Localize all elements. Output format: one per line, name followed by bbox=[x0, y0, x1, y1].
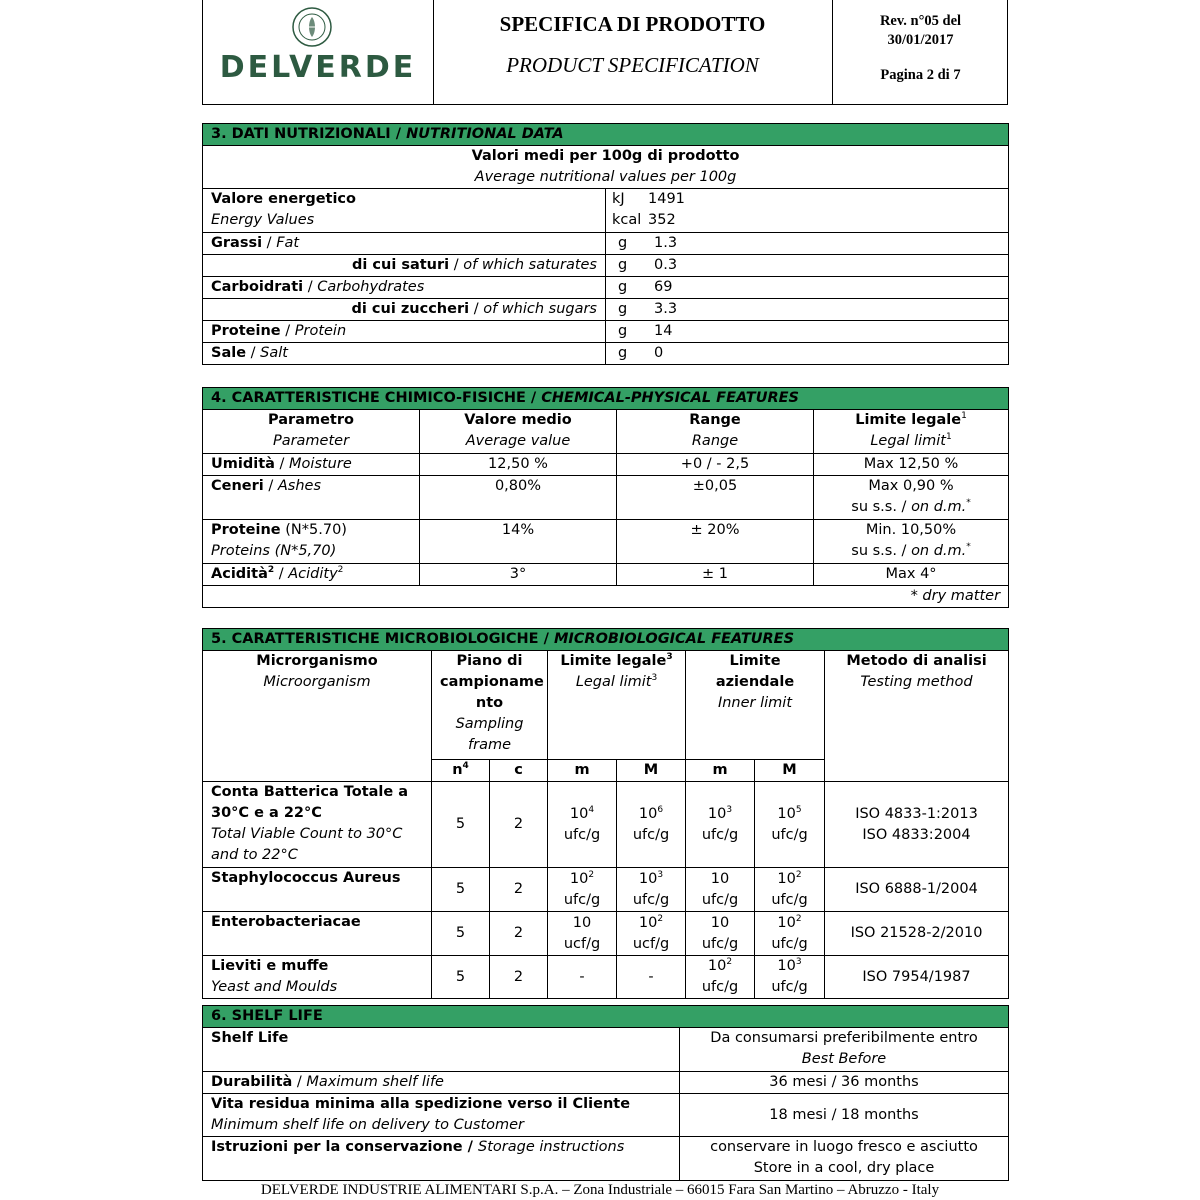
nutrition-row-sugars: di cui zuccheri / of which sugars g 3.3 bbox=[203, 299, 1009, 321]
shelf-row-durability: Durabilità / Maximum shelf life 36 mesi / 36 months bbox=[203, 1072, 1009, 1094]
page-footer: DELVERDE INDUSTRIE ALIMENTARI S.p.A. – Zona Industriale – 66015 Fara San Martino – Abruzzo - Italy bbox=[260, 1182, 940, 1198]
micro-subheader-row: $n^4$ c m M m M bbox=[203, 760, 1009, 782]
shelf-row-storage: Istruzioni per la conservazione / Storage instructions conservare in luogo fresco e asciutto Store in a cool, dry place bbox=[203, 1137, 1009, 1181]
energy-values: kJ 1491 kcal 352 bbox=[606, 189, 1009, 233]
nutrition-row-carbohydrates: Carboidrati / Carbohydrates g 69 bbox=[203, 277, 1009, 299]
micro-header-row: Microrganismo Microorganism Piano di campioname nto Sampling frame Limite legale$^3$ Legal limit$^3$ Limite aziendale Inner limit Metodo di analisi Testing method bbox=[203, 651, 1009, 760]
nutrition-row-saturates: di cui saturi / of which saturates g 0.3 bbox=[203, 255, 1009, 277]
chemical-table bbox=[202, 387, 1009, 608]
revision-line1: Rev. n°05 del bbox=[879, 13, 962, 29]
micro-table bbox=[202, 628, 1009, 999]
shelf-row-min-shelf-life: Vita residua minima alla spedizione verso il Cliente Minimum shelf life on delivery to Customer 18 mesi / 18 months bbox=[203, 1094, 1009, 1137]
micro-row-staphylococcus: Staphylococcus Aureus 5 2 $10^2$ ufc/g $10^3$ ufc/g 10 ufc/g $10^2$ ufc/g ISO 6888-1/2004 bbox=[203, 868, 1009, 912]
micro-row-enterobacteriacae: Enterobacteriacae 5 2 10 ucf/g $10^2$ ucf/g 10 ufc/g $10^2$ ufc/g ISO 21528-2/2010 bbox=[203, 912, 1009, 956]
shelf-life-table bbox=[202, 1005, 1009, 1181]
logo: DELVERDE bbox=[219, 50, 417, 85]
micro-row-yeast-moulds: Lieviti e muffe Yeast and Moulds 5 2 - - $10^2$ ufc/g $10^3$ ufc/g ISO 7954/1987 bbox=[203, 956, 1009, 999]
chemical-row-ashes: Ceneri / Ashes 0,80% ±0,05 Max 0,90 % su s.s. / on d.m.* bbox=[203, 476, 1009, 520]
micro-section-title: 5. CARATTERISTICHE MICROBIOLOGICHE / MICROBIOLOGICAL FEATURES bbox=[203, 629, 1009, 651]
nutrition-table bbox=[202, 123, 1009, 365]
chemical-header-row: Parametro Parameter Valore medio Average value Range Range Limite legale$^1$ Legal limit$^1$ bbox=[203, 410, 1009, 454]
shelf-section-title: 6. SHELF LIFE bbox=[203, 1006, 1009, 1028]
nutrition-row-protein: Proteine / Protein g 14 bbox=[203, 321, 1009, 343]
document-header bbox=[202, 0, 1008, 105]
chemical-row-protein: Proteine (N*5.70) Proteins (N*5,70) 14% ± 20% Min. 10,50% su s.s. / on d.m.* bbox=[203, 520, 1009, 564]
revision-cell bbox=[832, 0, 1009, 104]
nutrition-row-fat: Grassi / Fat g 1.3 bbox=[203, 233, 1009, 255]
nutrition-section-title: 3. DATI NUTRIZIONALI / NUTRITIONAL DATA bbox=[203, 124, 1009, 146]
doc-title-en: PRODUCT SPECIFICATION bbox=[506, 53, 759, 77]
page-number: Pagina 2 di 7 bbox=[880, 67, 961, 83]
chemical-footnote: * dry matter bbox=[203, 586, 1009, 608]
chemical-row-acidity: Acidità$^2$ / Acidity$^2$ 3° ± 1 Max 4° bbox=[203, 564, 1009, 586]
nutrition-subtitle: Valori medi per 100g di prodotto Average nutritional values per 100g bbox=[203, 146, 1009, 189]
logo-cell bbox=[203, 0, 434, 104]
nutrition-row-salt: Sale / Salt g 0 bbox=[203, 343, 1009, 365]
revision-date: 30/01/2017 bbox=[887, 32, 954, 48]
shelf-row-shelf-life: Shelf Life Da consumarsi preferibilmente entro Best Before bbox=[203, 1028, 1009, 1072]
chemical-row-moisture: Umidità / Moisture 12,50 % +0 / - 2,5 Max 12,50 % bbox=[203, 454, 1009, 476]
doc-title-it: SPECIFICA DI PRODOTTO bbox=[499, 12, 766, 36]
seal-icon bbox=[291, 6, 333, 48]
title-cell bbox=[433, 0, 833, 104]
energy-label: Valore energetico Energy Values bbox=[203, 189, 606, 233]
chemical-section-title: 4. CARATTERISTICHE CHIMICO-FISICHE / CHEMICAL-PHYSICAL FEATURES bbox=[203, 388, 1009, 410]
revision bbox=[832, 12, 1009, 50]
micro-row-total-viable-count: Conta Batterica Totale a 30°C e a 22°C Total Viable Count to 30°C and to 22°C 5 2 $10^4$ ufc/g $10^6$ ufc/g $10^3$ ufc/g $10^5$ ufc/g ISO 4833-1:2013 ISO 4833:2004 bbox=[203, 782, 1009, 868]
